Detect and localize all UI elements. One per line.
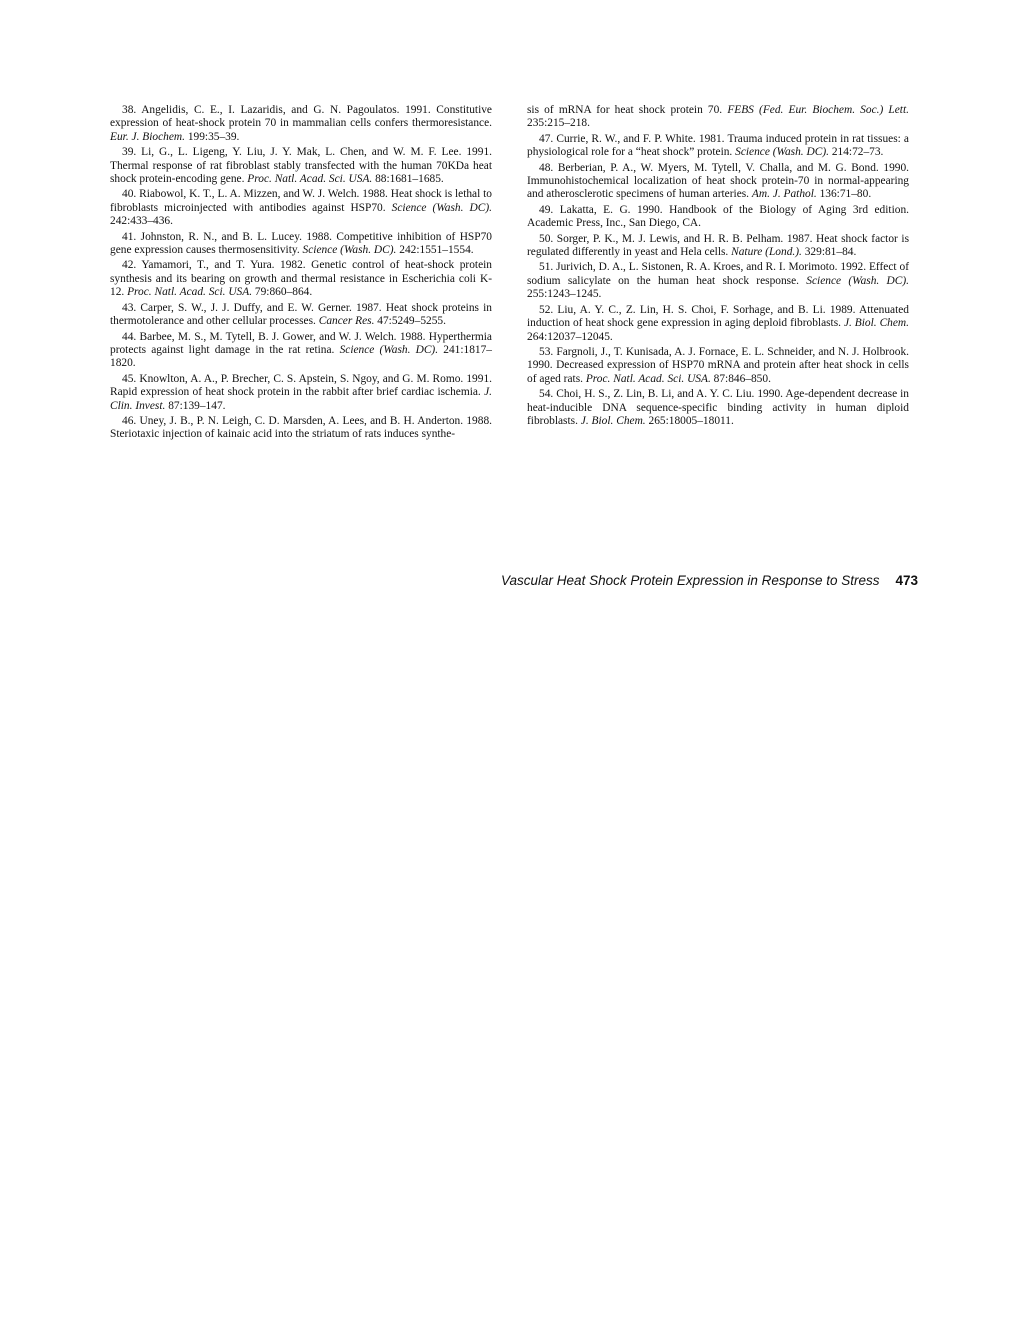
reference-54: 54. Choi, H. S., Z. Lin, B. Li, and A. Y. C. Liu. 1990. Age-dependent decrease in heat-inducible DNA sequence-specific binding activity in human diploid fibroblasts. J. Biol. Chem. 265:18005–18011. bbox=[527, 388, 909, 427]
reference-39: 39. Li, G., L. Ligeng, Y. Liu, J. Y. Mak, L. Chen, and W. M. F. Lee. 1991. Thermal response of rat fibroblast stably transfected with the human 70KDa heat shock protein-encoding gene. Proc. Natl. Acad. Sci. USA. 88:1681–1685. bbox=[110, 146, 492, 186]
reference-46-continued: sis of mRNA for heat shock protein 70. FEBS (Fed. Eur. Biochem. Soc.) Lett. 235:215–218. bbox=[527, 104, 909, 130]
running-title: Vascular Heat Shock Protein Expression in Response to Stress bbox=[501, 573, 880, 588]
references-column-left bbox=[110, 104, 492, 444]
reference-44: 44. Barbee, M. S., M. Tytell, B. J. Gower, and W. J. Welch. 1988. Hyperthermia protects against light damage in the rat retina. Science (Wash. DC). 241:1817–1820. bbox=[110, 330, 492, 370]
page-number: 473 bbox=[895, 573, 918, 588]
reference-38: 38. Angelidis, C. E., I. Lazaridis, and G. N. Pagoulatos. 1991. Constitutive expression of heat-shock protein 70 in mammalian cells confers thermoresistance. Eur. J. Biochem. 199:35–39. bbox=[110, 104, 492, 143]
reference-46: 46. Uney, J. B., P. N. Leigh, C. D. Marsden, A. Lees, and B. H. Anderton. 1988. Steriotaxic injection of kainaic acid into the striatum of rats induces synthe- bbox=[110, 414, 492, 441]
reference-52: 52. Liu, A. Y. C., Z. Lin, H. S. Choi, F. Sorhage, and B. Li. 1989. Attenuated induction of heat shock gene expression in aging deploid fibroblasts. J. Biol. Chem. 264:12037–12045. bbox=[527, 303, 909, 343]
references-column-right bbox=[527, 104, 909, 430]
reference-50: 50. Sorger, P. K., M. J. Lewis, and H. R. B. Pelham. 1987. Heat shock factor is regulated differently in yeast and Hela cells. Nature (Lond.). 329:81–84. bbox=[527, 232, 909, 259]
reference-48: 48. Berberian, P. A., W. Myers, M. Tytell, V. Challa, and M. G. Bond. 1990. Immunohistochemical localization of heat shock protein-70 in normal-appearing and atherosclerotic specimens of human arteries. Am. J. Pathol. 136:71–80. bbox=[527, 161, 909, 201]
reference-47: 47. Currie, R. W., and F. P. White. 1981. Trauma induced protein in rat tissues: a physiological role for a “heat shock” protein. Science (Wash. DC). 214:72–73. bbox=[527, 132, 909, 159]
reference-53: 53. Fargnoli, J., T. Kunisada, A. J. Fornace, E. L. Schneider, and N. J. Holbrook. 1990. Decreased expression of HSP70 mRNA and protein after heat shock in cells of aged rats. Proc. Natl. Acad. Sci. USA. 87:846–850. bbox=[527, 345, 909, 385]
reference-40: 40. Riabowol, K. T., L. A. Mizzen, and W. J. Welch. 1988. Heat shock is lethal to fibroblasts microinjected with antibodies against HSP70. Science (Wash. DC). 242:433–436. bbox=[110, 188, 492, 228]
reference-42: 42. Yamamori, T., and T. Yura. 1982. Genetic control of heat-shock protein synthesis and its bearing on growth and thermal resistance in Escherichia coli K-12. Proc. Natl. Acad. Sci. USA. 79:860–864. bbox=[110, 259, 492, 299]
page-footer bbox=[501, 573, 918, 588]
reference-49: 49. Lakatta, E. G. 1990. Handbook of the Biology of Aging 3rd edition. Academic Press, Inc., San Diego, CA. bbox=[527, 203, 909, 230]
reference-51: 51. Jurivich, D. A., L. Sistonen, R. A. Kroes, and R. I. Morimoto. 1992. Effect of sodium salicylate on the human heat shock response. Science (Wash. DC). 255:1243–1245. bbox=[527, 261, 909, 301]
reference-45: 45. Knowlton, A. A., P. Brecher, C. S. Apstein, S. Ngoy, and G. M. Romo. 1991. Rapid expression of heat shock protein in the rabbit after brief cardiac ischemia. J. Clin. Invest. 87:139–147. bbox=[110, 372, 492, 412]
reference-41: 41. Johnston, R. N., and B. L. Lucey. 1988. Competitive inhibition of HSP70 gene expression causes thermosensitivity. Science (Wash. DC). 242:1551–1554. bbox=[110, 230, 492, 257]
reference-43: 43. Carper, S. W., J. J. Duffy, and E. W. Gerner. 1987. Heat shock proteins in thermotolerance and other cellular processes. Cancer Res. 47:5249–5255. bbox=[110, 301, 492, 328]
